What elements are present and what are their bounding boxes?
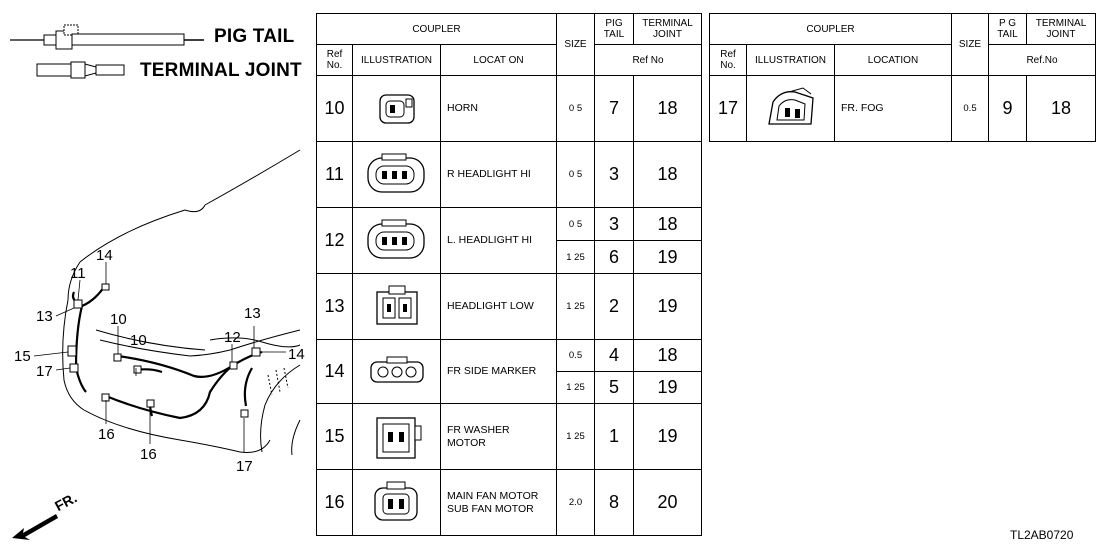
- terminal-joint-cell: 18: [634, 340, 702, 372]
- callout-17: 17: [36, 363, 53, 380]
- terminal-joint-header: TERMINAL JOINT: [634, 14, 702, 45]
- diagram-code: TL2AB0720: [1010, 528, 1074, 542]
- terminal-joint-cell: 18: [1027, 76, 1096, 142]
- location-cell: FR WASHER MOTOR: [441, 404, 557, 470]
- connector-icon: [372, 89, 422, 129]
- ref-cell: 12: [317, 208, 353, 274]
- size-cell: 2.0: [557, 470, 595, 536]
- callout-10-b: 10: [130, 332, 147, 349]
- pig-tail-cell: 1: [595, 404, 634, 470]
- callout-13-b: 13: [244, 305, 261, 322]
- location-cell: FR SIDE MARKER: [441, 340, 557, 404]
- callout-15: 15: [14, 348, 31, 365]
- table-row: [317, 274, 702, 340]
- ref-cell: 10: [317, 76, 353, 142]
- location-header: LOCATION: [835, 45, 952, 76]
- ref-no-header: Ref No.: [710, 45, 747, 76]
- size-cell: 1 25: [557, 274, 595, 340]
- connector-illustration: [353, 208, 441, 274]
- coupler-table-1: [316, 13, 702, 536]
- pig-tail-cell: 7: [595, 76, 634, 142]
- location-cell: R HEADLIGHT HI: [441, 142, 557, 208]
- size-cell: 1 25: [557, 372, 595, 404]
- callout-16: 16: [98, 426, 115, 443]
- table-row: [317, 404, 702, 470]
- table-row: [317, 208, 702, 241]
- size-cell: 0.5: [952, 76, 989, 142]
- pig-tail-icon: [8, 20, 208, 54]
- size-header: SIZE: [952, 14, 989, 76]
- coupler-header: COUPLER: [710, 14, 952, 45]
- table-row: [710, 76, 1096, 142]
- ref-no-sub-header: Ref.No: [989, 45, 1096, 76]
- terminal-joint-cell: 19: [634, 274, 702, 340]
- size-cell: 1 25: [557, 404, 595, 470]
- connector-illustration: [353, 470, 441, 536]
- location-cell: MAIN FAN MOTOR SUB FAN MOTOR: [441, 470, 557, 536]
- ref-cell: 11: [317, 142, 353, 208]
- location-cell: HORN: [441, 76, 557, 142]
- callout-14: 14: [96, 247, 113, 264]
- connector-icon: [362, 216, 432, 266]
- coupler-header: COUPLER: [317, 14, 557, 45]
- size-cell: 0 5: [557, 142, 595, 208]
- connector-illustration: [747, 76, 835, 142]
- ref-cell: 15: [317, 404, 353, 470]
- pig-tail-cell: 2: [595, 274, 634, 340]
- front-direction-indicator: [10, 489, 90, 544]
- connector-illustration: [353, 76, 441, 142]
- pig-tail-label: PIG TAIL: [214, 26, 295, 47]
- terminal-joint-cell: 19: [634, 404, 702, 470]
- car-harness-diagram: [0, 130, 312, 520]
- location-cell: L. HEADLIGHT HI: [441, 208, 557, 274]
- illustration-header: ILLUSTRATION: [353, 45, 441, 76]
- callout-11: 11: [70, 265, 86, 282]
- connector-illustration: [353, 340, 441, 404]
- ref-cell: 14: [317, 340, 353, 404]
- ref-cell: 17: [710, 76, 747, 142]
- pig-tail-cell: 5: [595, 372, 634, 404]
- connector-illustration: [353, 142, 441, 208]
- size-cell: 0 5: [557, 76, 595, 142]
- connector-icon: [367, 410, 427, 464]
- terminal-joint-cell: 19: [634, 241, 702, 274]
- terminal-joint-icon: [36, 58, 136, 82]
- size-cell: 0 5: [557, 208, 595, 241]
- terminal-joint-cell: 19: [634, 372, 702, 404]
- terminal-joint-cell: 18: [634, 142, 702, 208]
- location-header: LOCAT ON: [441, 45, 557, 76]
- size-cell: 1 25: [557, 241, 595, 274]
- terminal-joint-cell: 18: [634, 76, 702, 142]
- terminal-joint-cell: 18: [634, 208, 702, 241]
- location-cell: FR. FOG: [835, 76, 952, 142]
- pig-tail-header: P G TAIL: [989, 14, 1027, 45]
- pig-tail-cell: 3: [595, 208, 634, 241]
- pig-tail-cell: 8: [595, 470, 634, 536]
- table-row: [317, 142, 702, 208]
- callout-13: 13: [36, 308, 53, 325]
- callout-10: 10: [110, 311, 127, 328]
- connector-icon: [365, 354, 429, 390]
- pig-tail-cell: 3: [595, 142, 634, 208]
- table-row: [317, 470, 702, 536]
- pig-tail-header: PIG TAIL: [595, 14, 634, 45]
- size-cell: 0.5: [557, 340, 595, 372]
- callout-17-b: 17: [236, 458, 253, 475]
- arrow-icon: [10, 500, 90, 544]
- pig-tail-cell: 6: [595, 241, 634, 274]
- table-row: [317, 340, 702, 372]
- ref-cell: 13: [317, 274, 353, 340]
- pig-tail-cell: 4: [595, 340, 634, 372]
- terminal-joint-cell: 20: [634, 470, 702, 536]
- pig-tail-cell: 9: [989, 76, 1027, 142]
- ref-no-header: Ref No.: [317, 45, 353, 76]
- connector-illustration: [353, 274, 441, 340]
- size-header: SIZE: [557, 14, 595, 76]
- callout-14-b: 14: [288, 346, 305, 363]
- legend: [0, 0, 310, 90]
- connector-illustration: [353, 404, 441, 470]
- table-row: [317, 76, 702, 142]
- location-cell: HEADLIGHT LOW: [441, 274, 557, 340]
- illustration-header: ILLUSTRATION: [747, 45, 835, 76]
- callout-16-b: 16: [140, 446, 157, 463]
- ref-cell: 16: [317, 470, 353, 536]
- coupler-table-2: [709, 13, 1096, 142]
- terminal-joint-label: TERMINAL JOINT: [140, 60, 302, 81]
- connector-icon: [362, 150, 432, 200]
- front-label: FR.: [52, 489, 80, 515]
- ref-no-sub-header: Ref No: [595, 45, 702, 76]
- callout-12: 12: [224, 329, 241, 346]
- connector-icon: [759, 84, 823, 134]
- terminal-joint-header: TERMINAL JOINT: [1027, 14, 1096, 45]
- connector-icon: [367, 282, 427, 332]
- connector-icon: [367, 478, 427, 528]
